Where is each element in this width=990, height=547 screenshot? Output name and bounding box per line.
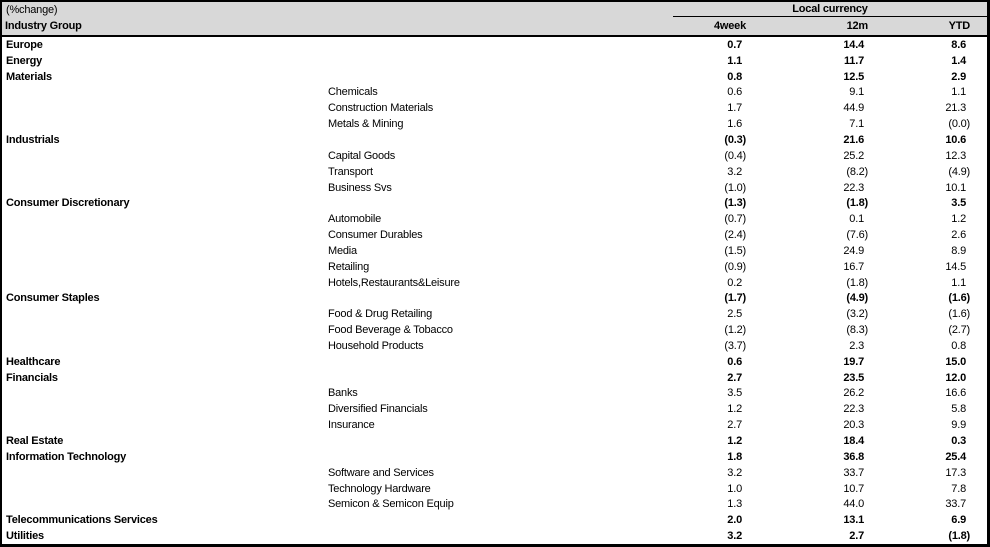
industry-label: Media [328, 244, 357, 257]
value-cell: 14.4 [843, 38, 864, 51]
table-row [2, 275, 987, 291]
table-row [2, 148, 987, 164]
value-cell: 8.6 [951, 38, 966, 51]
value-cell: (2.7) [948, 324, 970, 337]
value-cell: 2.0 [727, 514, 742, 527]
sector-label: Energy [6, 54, 43, 67]
value-cell: 3.5 [727, 387, 742, 400]
value-cell: (1.8) [948, 530, 970, 543]
industry-label: Insurance [328, 419, 375, 432]
table-row [2, 322, 987, 338]
value-cell: 2.5 [727, 308, 742, 321]
value-cell: 25.4 [945, 450, 966, 463]
value-cell: (0.3) [724, 133, 746, 146]
value-cell: (0.9) [724, 260, 746, 273]
value-cell: (1.2) [724, 324, 746, 337]
value-cell: 1.2 [951, 213, 966, 226]
industry-label: Semicon & Semicon Equip [328, 498, 454, 511]
header-row-columns [2, 18, 987, 35]
value-cell: 6.9 [951, 514, 966, 527]
table-row [2, 481, 987, 497]
sector-label: Europe [6, 38, 43, 51]
value-cell: 7.8 [951, 482, 966, 495]
value-cell: 1.7 [727, 102, 742, 115]
col-header-ytd: YTD [948, 20, 970, 32]
value-cell: 15.0 [945, 355, 966, 368]
value-cell: (1.8) [846, 197, 868, 210]
value-cell: (3.7) [724, 339, 746, 352]
value-cell: 1.1 [951, 86, 966, 99]
industry-label: Software and Services [328, 466, 434, 479]
value-cell: 1.0 [727, 482, 742, 495]
value-cell: 33.7 [945, 498, 966, 511]
local-currency-label: Local currency [792, 3, 868, 15]
value-cell: (2.4) [724, 229, 746, 242]
value-cell: 2.7 [727, 371, 742, 384]
value-cell: 1.4 [951, 54, 966, 67]
table-row [2, 449, 987, 465]
value-cell: 3.2 [727, 530, 742, 543]
value-cell: (1.0) [724, 181, 746, 194]
sector-label: Consumer Staples [6, 292, 100, 305]
value-cell: 2.9 [951, 70, 966, 83]
table-row [2, 227, 987, 243]
table-row [2, 116, 987, 132]
sector-label: Industrials [6, 133, 60, 146]
value-cell: 10.7 [843, 482, 864, 495]
industry-label: Banks [328, 387, 358, 400]
value-cell: 0.7 [727, 38, 742, 51]
value-cell: (1.3) [724, 197, 746, 210]
value-cell: 1.6 [727, 118, 742, 131]
value-cell: 0.2 [727, 276, 742, 289]
value-cell: 25.2 [843, 149, 864, 162]
value-cell: 3.5 [951, 197, 966, 210]
table-row [2, 433, 987, 449]
value-cell: 23.5 [843, 371, 864, 384]
sector-label: Materials [6, 70, 52, 83]
value-cell: (4.9) [846, 292, 868, 305]
value-cell: 7.1 [849, 118, 864, 131]
value-cell: 10.6 [945, 133, 966, 146]
value-cell: (4.9) [948, 165, 970, 178]
value-cell: (1.6) [948, 308, 970, 321]
industry-label: Diversified Financials [328, 403, 428, 416]
value-cell: 17.3 [945, 466, 966, 479]
industry-label: Household Products [328, 339, 424, 352]
table-row [2, 386, 987, 402]
table-row [2, 291, 987, 307]
value-cell: 21.6 [843, 133, 864, 146]
value-cell: 2.7 [727, 419, 742, 432]
value-cell: 1.1 [727, 54, 742, 67]
value-cell: (1.7) [724, 292, 746, 305]
table-row [2, 512, 987, 528]
industry-label: Transport [328, 165, 373, 178]
sector-label: Utilities [6, 530, 44, 543]
value-cell: 5.8 [951, 403, 966, 416]
industry-label: Food Beverage & Tobacco [328, 324, 453, 337]
table-row [2, 85, 987, 101]
value-cell: 44.9 [843, 102, 864, 115]
table-row [2, 243, 987, 259]
table-header [2, 2, 987, 37]
value-cell: 19.7 [843, 355, 864, 368]
value-cell: (1.6) [948, 292, 970, 305]
value-cell: 8.9 [951, 244, 966, 257]
table-row [2, 401, 987, 417]
value-cell: (8.3) [846, 324, 868, 337]
table-row [2, 100, 987, 116]
value-cell: 9.9 [951, 419, 966, 432]
value-cell: (0.4) [724, 149, 746, 162]
table-row [2, 370, 987, 386]
sector-label: Financials [6, 371, 58, 384]
value-cell: 10.1 [945, 181, 966, 194]
industry-label: Chemicals [328, 86, 378, 99]
value-cell: (1.5) [724, 244, 746, 257]
table-row [2, 164, 987, 180]
table-row [2, 354, 987, 370]
value-cell: 22.3 [843, 181, 864, 194]
col-header-4week: 4week [713, 20, 746, 32]
table-row [2, 195, 987, 211]
industry-label: Automobile [328, 213, 382, 226]
value-cell: (1.8) [846, 276, 868, 289]
sector-label: Consumer Discretionary [6, 197, 130, 210]
value-cell: 12.3 [945, 149, 966, 162]
value-cell: 14.5 [945, 260, 966, 273]
value-cell: 0.6 [727, 86, 742, 99]
industry-label: Retailing [328, 260, 370, 273]
table-row [2, 306, 987, 322]
table-row [2, 417, 987, 433]
sector-label: Telecommunications Services [6, 514, 158, 527]
industry-group-header: Industry Group [5, 20, 82, 32]
value-cell: 0.8 [951, 339, 966, 352]
industry-label: Hotels,Restaurants&Leisure [328, 276, 460, 289]
sector-label: Information Technology [6, 450, 127, 463]
value-cell: 1.1 [951, 276, 966, 289]
value-cell: 20.3 [843, 419, 864, 432]
percent-change-label: (%change) [6, 4, 58, 16]
industry-label: Capital Goods [328, 149, 396, 162]
value-cell: 16.6 [945, 387, 966, 400]
value-cell: 12.0 [945, 371, 966, 384]
header-row-top [2, 2, 987, 18]
value-cell: 3.2 [727, 466, 742, 479]
value-cell: 22.3 [843, 403, 864, 416]
value-cell: 1.2 [727, 403, 742, 416]
value-cell: 2.7 [849, 530, 864, 543]
value-cell: 36.8 [843, 450, 864, 463]
sector-label: Healthcare [6, 355, 61, 368]
table-row [2, 180, 987, 196]
value-cell: 12.5 [843, 70, 864, 83]
industry-label: Metals & Mining [328, 118, 404, 131]
value-cell: 21.3 [945, 102, 966, 115]
value-cell: (8.2) [846, 165, 868, 178]
value-cell: 24.9 [843, 244, 864, 257]
table-row [2, 259, 987, 275]
industry-label: Food & Drug Retailing [328, 308, 433, 321]
table-row [2, 211, 987, 227]
table-row [2, 132, 987, 148]
value-cell: (3.2) [846, 308, 868, 321]
value-cell: 33.7 [843, 466, 864, 479]
industry-label: Consumer Durables [328, 229, 423, 242]
table-row [2, 465, 987, 481]
value-cell: 1.8 [727, 450, 742, 463]
table-row [2, 528, 987, 544]
value-cell: 0.6 [727, 355, 742, 368]
col-header-12m: 12m [846, 20, 868, 32]
value-cell: 2.3 [849, 339, 864, 352]
value-cell: 0.8 [727, 70, 742, 83]
value-cell: 2.6 [951, 229, 966, 242]
value-cell: 26.2 [843, 387, 864, 400]
table-row [2, 69, 987, 85]
value-cell: (7.6) [846, 229, 868, 242]
value-cell: 9.1 [849, 86, 864, 99]
table-row [2, 37, 987, 53]
value-cell: 1.2 [727, 435, 742, 448]
industry-label: Construction Materials [328, 102, 434, 115]
value-cell: 18.4 [843, 435, 864, 448]
column-group-local-currency [673, 2, 987, 17]
sector-label: Real Estate [6, 435, 64, 448]
table-row [2, 338, 987, 354]
value-cell: 13.1 [843, 514, 864, 527]
industry-label: Technology Hardware [328, 482, 431, 495]
value-cell: 1.3 [727, 498, 742, 511]
value-cell: 16.7 [843, 260, 864, 273]
table-body [2, 37, 987, 544]
value-cell: 0.3 [951, 435, 966, 448]
table-row [2, 496, 987, 512]
industry-label: Business Svs [328, 181, 392, 194]
value-cell: 11.7 [843, 54, 864, 67]
value-cell: 0.1 [849, 213, 864, 226]
table-row [2, 53, 987, 69]
value-cell: 44.0 [843, 498, 864, 511]
value-cell: (0.0) [948, 118, 970, 131]
value-cell: 3.2 [727, 165, 742, 178]
value-cell: (0.7) [724, 213, 746, 226]
